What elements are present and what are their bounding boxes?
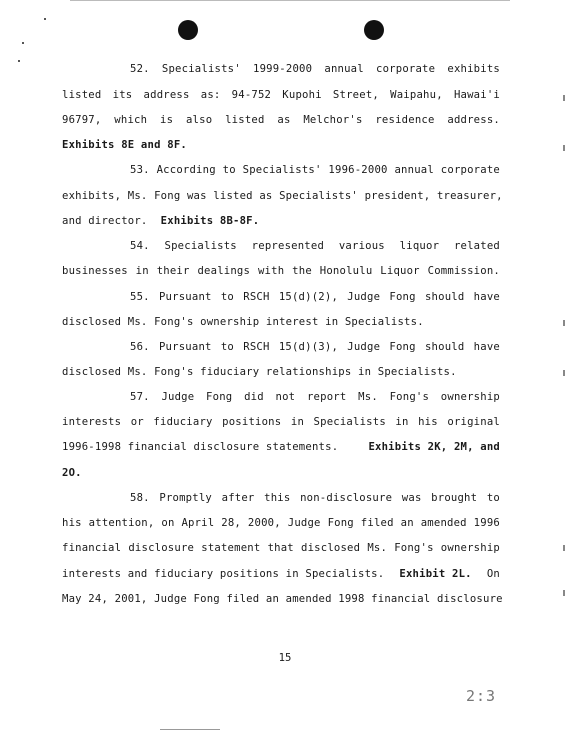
paragraph-53-line-3: [62, 215, 500, 227]
paragraph-56-line-1: 56. Pursuant to RSCH 15(d)(3), Judge Fong should have: [130, 341, 500, 353]
paragraph-58-line-1: 58. Promptly after this non-disclosure was brought to: [130, 492, 500, 504]
bates-stamp: 2:3: [466, 687, 497, 705]
paragraph-52-exhibits: Exhibits 8E and 8F.: [62, 139, 187, 151]
scan-edge-mark: [563, 320, 565, 326]
paragraph-55-line-1: 55. Pursuant to RSCH 15(d)(2), Judge Fong should have: [130, 291, 500, 303]
punch-hole-right: [364, 20, 384, 40]
paragraph-57-line-2: interests or fiduciary positions in Specialists in his original: [62, 416, 500, 428]
paragraph-58-tail: On: [486, 568, 500, 580]
scan-speck: [22, 42, 24, 44]
paragraph-53-line-1: 53. According to Specialists' 1996-2000 annual corporate: [130, 164, 500, 176]
punch-hole-left: [178, 20, 198, 40]
paragraph-52-line-1: 52. Specialists' 1999-2000 annual corporate exhibits: [130, 63, 500, 75]
paragraph-54-line-2: businesses in their dealings with the Honolulu Liquor Commission.: [62, 265, 500, 277]
scan-bottom-edge: [160, 729, 220, 730]
scan-edge-mark: [563, 370, 565, 376]
scan-edge-mark: [563, 95, 565, 101]
scan-edge-mark: [563, 545, 565, 551]
paragraph-58-line-3: financial disclosure statement that disclosed Ms. Fong's ownership: [62, 542, 500, 554]
scan-edge-mark: [563, 590, 565, 596]
paragraph-55-line-2: disclosed Ms. Fong's ownership interest in Specialists.: [62, 316, 424, 328]
paragraph-58-line-4: [62, 568, 500, 580]
paragraph-53-exhibits: Exhibits 8B-8F.: [160, 215, 260, 227]
scan-speck: [44, 18, 46, 20]
scan-top-edge: [70, 0, 510, 1]
paragraph-57-text: 1996-1998 financial disclosure statements.: [62, 441, 339, 453]
paragraph-53-line-2: exhibits, Ms. Fong was listed as Specialists' president, treasurer,: [62, 190, 503, 202]
scan-speck: [18, 60, 20, 62]
paragraph-58-line-2: his attention, on April 28, 2000, Judge Fong filed an amended 1996: [62, 517, 500, 529]
paragraph-52-line-2: listed its address as: 94-752 Kupohi Street, Waipahu, Hawai'i: [62, 89, 500, 101]
paragraph-57-line-1: 57. Judge Fong did not report Ms. Fong's ownership: [130, 391, 500, 403]
paragraph-56-line-2: disclosed Ms. Fong's fiduciary relationships in Specialists.: [62, 366, 457, 378]
paragraph-57-exhibit-tail: 2O.: [62, 467, 82, 479]
paragraph-58-line-5: May 24, 2001, Judge Fong filed an amended 1998 financial disclosure: [62, 593, 503, 605]
paragraph-53-text: and director.: [62, 215, 148, 227]
page-number: 15: [278, 652, 292, 664]
paragraph-57-line-3: [62, 441, 500, 453]
paragraph-58-text: interests and fiduciary positions in Specialists.: [62, 568, 385, 580]
scan-edge-mark: [563, 145, 565, 151]
paragraph-54-line-1: 54. Specialists represented various liquor related: [130, 240, 500, 252]
paragraph-57-exhibits: Exhibits 2K, 2M, and: [368, 441, 500, 453]
paragraph-58-exhibit: Exhibit 2L.: [399, 568, 472, 580]
paragraph-52-line-3: 96797, which is also listed as Melchor's residence address.: [62, 114, 500, 126]
